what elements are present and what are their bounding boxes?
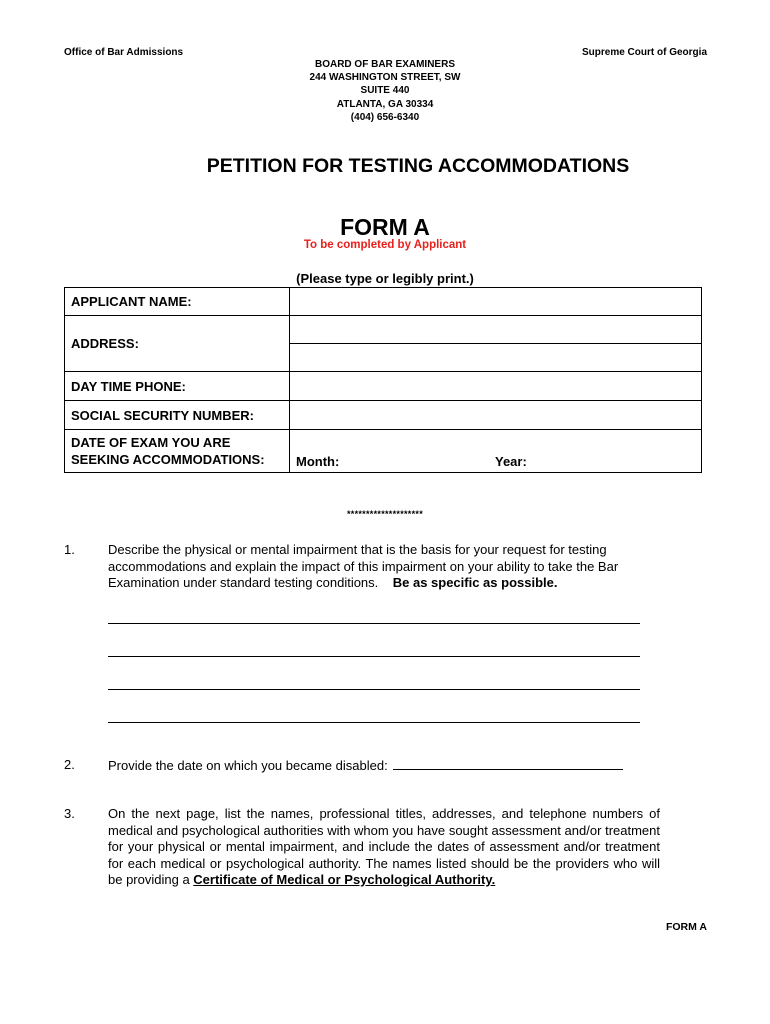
address-line: (404) 656-6340: [350, 111, 420, 123]
question-3-number: 3.: [64, 806, 75, 821]
address-line: BOARD OF BAR EXAMINERS: [314, 59, 455, 70]
board-address: [0, 58, 770, 124]
address-label: ADDRESS:: [65, 316, 290, 372]
question-1-emphasis: Be as specific as possible.: [392, 575, 558, 590]
applicant-info-table: [64, 287, 702, 473]
question-2-body: Provide the date on which you became disabled:: [108, 758, 388, 773]
question-2-text: [108, 757, 668, 775]
print-instructions: (Please type or legibly print.): [296, 271, 474, 286]
question-3-text: [108, 806, 660, 889]
exam-date-label-line2: SEEKING ACCOMMODATIONS:: [71, 452, 265, 467]
applicant-name-field[interactable]: [290, 288, 702, 316]
address-field-line1[interactable]: [290, 316, 702, 344]
question-3-body: On the next page, list the names, professional titles, addresses, and telephone numbers of medical and psychological authorities with whom you have sought assessment and/or treatment for your physical or mental impairment, and include the dates of assessment and/or treatment for each medical or psychological authority. The names listed should be the providers who will be providing a: [108, 806, 660, 887]
form-label: FORM A: [340, 214, 430, 240]
footer-form-label: FORM A: [665, 921, 707, 933]
section-separator: ********************: [346, 509, 424, 519]
question-2-number: 2.: [64, 757, 75, 772]
answer-line-2[interactable]: [108, 656, 640, 657]
month-label: Month:: [296, 454, 340, 469]
question-1-text: [108, 542, 660, 592]
applicant-name-label: APPLICANT NAME:: [65, 288, 290, 316]
ssn-field[interactable]: [290, 401, 702, 430]
exam-date-label-line1: DATE OF EXAM YOU ARE: [71, 435, 231, 450]
answer-line-3[interactable]: [108, 689, 640, 690]
petition-title: PETITION FOR TESTING ACCOMMODATIONS: [206, 155, 630, 177]
question-1-body: Describe the physical or mental impairment that is the basis for your request for testing accommodations and explain the impact of this impairment on your ability to take the Bar Examination under standard testing conditions.: [108, 542, 619, 590]
exam-date-label: [65, 430, 290, 473]
answer-line-1[interactable]: [108, 623, 640, 624]
disability-date-field[interactable]: [393, 757, 623, 770]
exam-date-field[interactable]: [290, 430, 702, 473]
address-line: ATLANTA, GA 30334: [336, 98, 434, 110]
day-phone-label: DAY TIME PHONE:: [65, 372, 290, 401]
question-1-number: 1.: [64, 542, 75, 557]
ssn-label: SOCIAL SECURITY NUMBER:: [65, 401, 290, 430]
completed-by-note: To be completed by Applicant: [303, 239, 467, 251]
certificate-link[interactable]: Certificate of Medical or Psychological Authority.: [193, 872, 496, 887]
address-line: 244 WASHINGTON STREET, SW: [309, 72, 461, 84]
address-line: SUITE 440: [360, 85, 410, 97]
year-label: Year:: [495, 454, 527, 469]
header-office: Office of Bar Admissions: [64, 47, 184, 58]
answer-line-4[interactable]: [108, 722, 640, 723]
day-phone-field[interactable]: [290, 372, 702, 401]
address-field-line2[interactable]: [290, 344, 702, 372]
header-court: Supreme Court of Georgia: [581, 47, 707, 58]
